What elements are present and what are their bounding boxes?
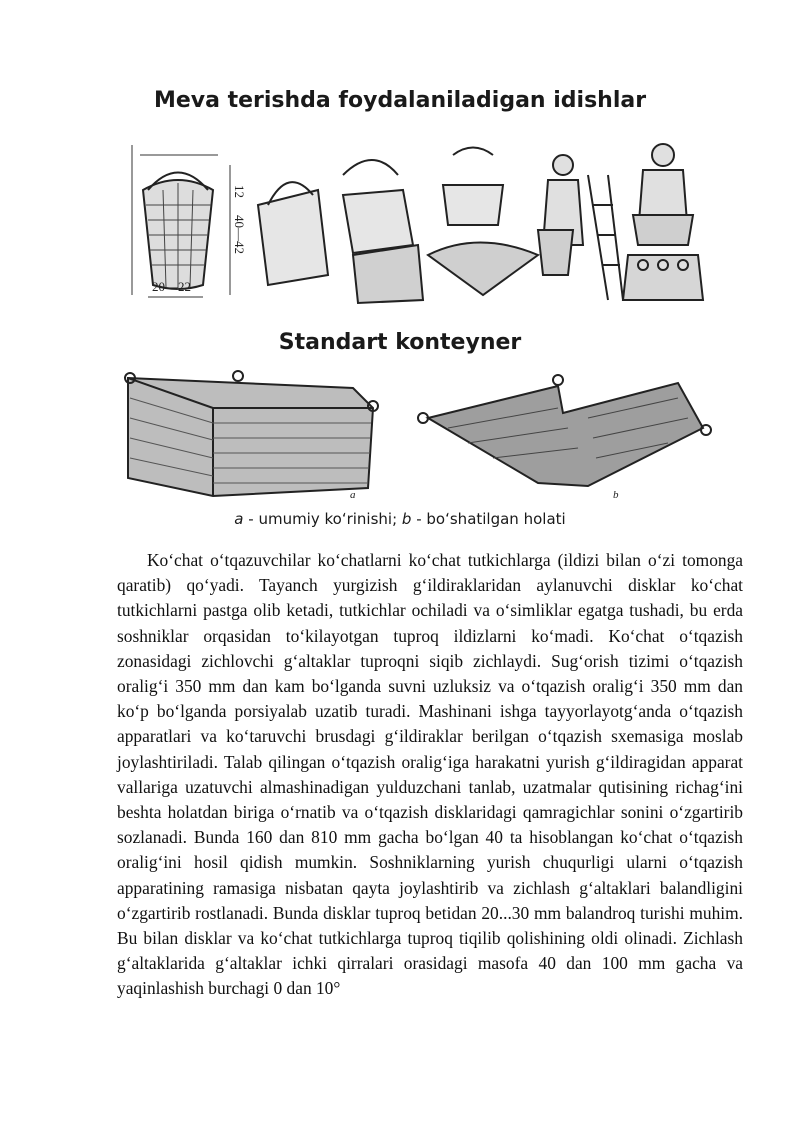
container-general-view [125,371,378,501]
dimension-side-label: 40—42 [232,215,247,254]
wicker-basket [132,145,247,297]
body-paragraph: Koʻchat oʻtqazuvchilar koʻchatlarni koʻchat tutkichlarga (ildizi bilan oʻzi tomonga qaratib) qoʻyadi. Tayanch yurgizish gʻildiraklaridan aylanuvchi disklar koʻchat tutkichlarni pastga olib ketadi, tutkichlar ochiladi va oʻsimliklar egatga tushadi, bu erda soshniklar orqasidan toʻkilayotgan tuproq ildizlarni koʻmadi. Koʻchat oʻtqazish zonasidagi zichlovchi gʻaltaklar tuproqni siqib zichlaydi. Sugʻorish tizimi oʻtqazish oraligʻi 350 mm dan kam boʻlganda suvni uzluksiz va oʻtqazish oraligʻi 350 mm dan koʻp boʻlganda porsiyalab uzatib turadi. Mashinani ishga tayyorlayotgʻanda oʻtqazish apparatlari va koʻtaruvchi brusdagi gʻildiraklar berilgan oʻtqazish sxemasiga moslab joylashtiriladi. Talab qilingan oʻtqazish oraligʻiga harakatni yurish gʻildiragidan apparat vallariga uzatuvchi almashinadigan yulduzchani tanlab, uzatmalar qutisining richagʻini beshta holatdan biriga oʻrnatib va oʻtqazish disklaridagi qamragichlar sonini oʻzgartirib sozlanadi. Bunda 160 dan 810 mm gacha boʻlgan 40 ta hisoblangan koʻchat oʻtqazish oraligʻini hosil qidish mumkin. Soshniklarning yurish chuqurligi ularni oʻtqazish apparatining ramasiga nisbatan qayta joylashtirib va zichlash gʻaltaklari balandligini oʻzgartirib rostlanadi. Bunda disklar tuproq betidan 20...30 mm balandroq turishi muhim. Bu bilan disklar va koʻchat tutkichlarga tuproq tiqilib qolishining oldi olinadi. Zichlash gʻaltaklarida gʻaltaklar ichki qirralari orasidagi masofa 40 dan 100 mm gacha va yaqinlashish burchagi 0 dan 10° [117,550,743,999]
picking-bag-1 [258,182,328,285]
figure-caption [0,510,800,528]
heading-standard-container: Standart konteyner [278,330,522,355]
caption-a-text: - umumiy koʻrinishi; [243,510,402,528]
caption-b-letter: b [401,510,412,528]
heading-containers: Meva terishda foydalaniladigan idishlar [153,88,647,113]
picker-on-ladder [538,155,623,300]
picking-bag-3 [428,148,538,296]
dimension-top-label: 12 [232,185,247,198]
caption-b-text: - boʻshatilgan holati [411,510,566,528]
caption-a-letter: a [234,510,244,528]
dimension-bottom-label: 20—22 [152,279,191,294]
picking-containers-illustration [118,135,718,305]
label-b: b [613,489,619,501]
container-unfolded-view [418,375,711,501]
picking-bag-2 [343,160,423,303]
label-a: a [350,489,356,501]
standard-container-illustration [118,368,718,503]
picker-with-crate [623,144,703,300]
